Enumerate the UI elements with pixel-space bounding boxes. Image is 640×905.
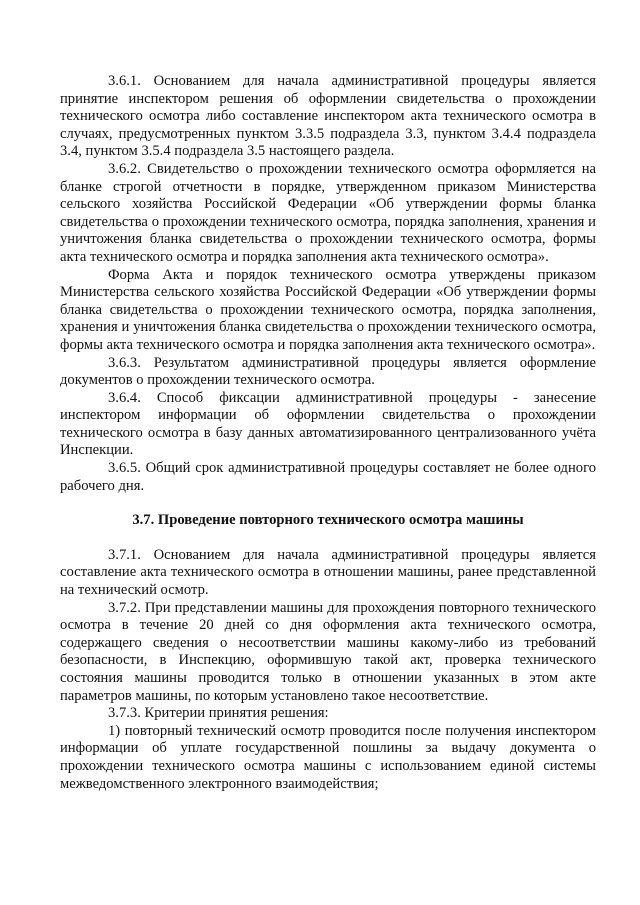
paragraph-criterion-1: 1) повторный технический осмотр проводится после получения инспектором информации об уплате государственной пошлины за выдачу документа о прохождении технического осмотра машины с использованием единой системы межведомственного электронного взаимодействия; — [60, 722, 596, 792]
paragraph-3-6-5: 3.6.5. Общий срок административной процедуры составляет не более одного рабочего дня. — [60, 460, 596, 494]
document-page — [60, 73, 596, 793]
paragraph-3-7-2: 3.7.2. При представлении машины для прохождения повторного технического осмотра в течение 20 дней со дня оформления акта технического осмотра, содержащего сведения о несоответствии машины какому-либо из требований безопасности, в Инспекцию, оформившую такой акт, проверка технического состояния машины проводится только в отношении указанных в этом акте параметров машины, по которым установлено такое несоответствие. — [60, 599, 596, 704]
spacer — [60, 495, 596, 512]
paragraph-act-form: Форма Акта и порядок технического осмотра утверждены приказом Министерства сельского хозяйства Российской Федерации «Об утверждении формы бланка свидетельства о прохождении технического осмотра, порядка заполнения, хранения и уничтожения бланка свидетельства о прохождении технического осмотра, формы акта технического осмотра и порядка заполнения акта технического осмотра». — [60, 266, 596, 353]
paragraph-3-6-2: 3.6.2. Свидетельство о прохождении технического осмотра оформляется на бланке строгой отчетности в порядке, утвержденном приказом Министерства сельского хозяйства Российской Федерации «Об утверждении формы бланка свидетельства о прохождении технического осмотра, порядка заполнения, хранения и уничтожения бланка свидетельства о прохождении технического осмотра, формы акта технического осмотра и порядка заполнения акта технического осмотра». — [60, 160, 596, 265]
paragraph-3-7-1: 3.7.1. Основанием для начала административной процедуры является составление акта технического осмотра в отношении машины, ранее представленной на технический осмотр. — [60, 546, 596, 599]
paragraph-3-6-4: 3.6.4. Способ фиксации административной процедуры - занесение инспектором информации об оформлении свидетельства о прохождении технического осмотра в базу данных автоматизированного централизованного учёта Инспекции. — [60, 389, 596, 459]
paragraph-3-6-1: 3.6.1. Основанием для начала административной процедуры является принятие инспектором решения об оформлении свидетельства о прохождении технического осмотра либо составление инспектором акта технического осмотра в случаях, предусмотренных пунктом 3.3.5 подраздела 3.3, пунктом 3.4.4 подраздела 3.4, пунктом 3.5.4 подраздела 3.5 настоящего раздела. — [60, 73, 596, 160]
spacer — [60, 530, 596, 547]
paragraph-3-7-3: 3.7.3. Критерии принятия решения: — [108, 705, 329, 722]
paragraph-3-6-3: 3.6.3. Результатом административной процедуры является оформление документов о прохождении технического осмотра. — [60, 354, 596, 389]
section-heading-3-7: 3.7. Проведение повторного технического осмотра машины — [132, 512, 524, 529]
